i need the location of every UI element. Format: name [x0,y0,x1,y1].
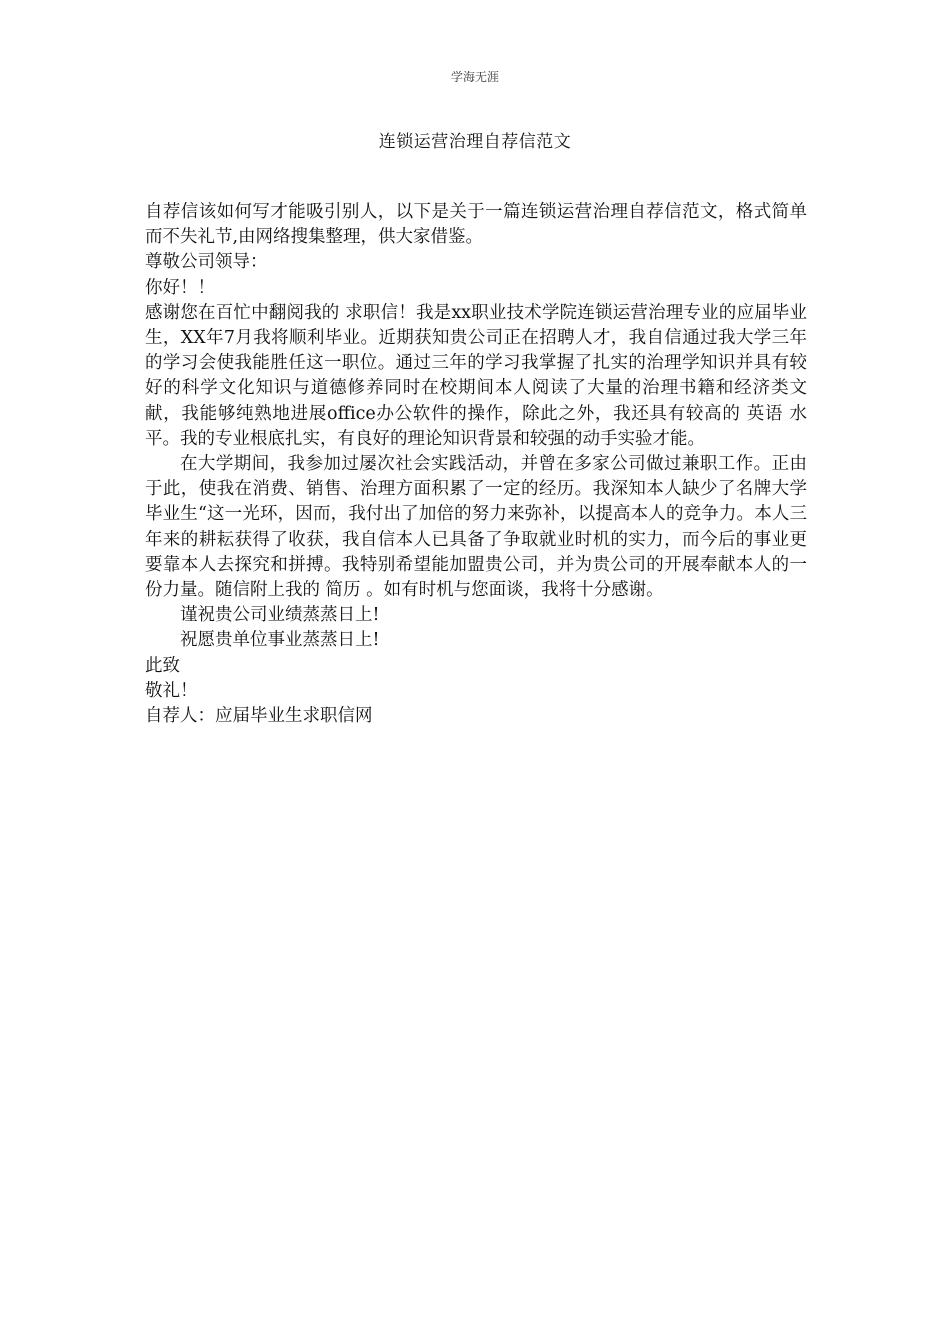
greeting: 你好！！ [145,277,215,298]
body-paragraph-1: 感谢您在百忙中翻阅我的 求职信！我是xx职业技术学院连锁运营治理专业的应届毕业生，XX年7月我将顺利毕业。近期获知贵公司正在招聘人才，我自信通过我大学三年的学习会使我能胜任这一职位。通过三年的学习我掌握了扎实的治理学知识并具有较好的科学文化知识与道德修养同时在校期间本人阅读了大量的治理书籍和经济类文献，我能够纯熟地进展office办公软件的操作，除此之外，我还具有较高的 英语 水平。我的专业根底扎实，有良好的理论知识背景和较强的动手实验才能。 [145,302,807,449]
closing-line-1: 此致 [145,655,180,676]
closing-line-2: 敬礼！ [145,680,198,701]
letter-body [145,200,807,729]
intro-paragraph: 自荐信该如何写才能吸引别人，以下是关于一篇连锁运营治理自荐信范文，格式简单而不失礼节,由网络搜集整理，供大家借鉴。 [145,202,807,248]
wish-line-1: 谨祝贵公司业绩蒸蒸日上! [180,605,380,626]
page-header: 学海无涯 [450,70,499,84]
signature: 自荐人：应届毕业生求职信网 [145,706,373,727]
wish-line-2: 祝愿贵单位事业蒸蒸日上! [180,630,380,651]
salutation: 尊敬公司领导： [145,252,268,273]
body-paragraph-2: 在大学期间，我参加过屡次社会实践活动，并曾在多家公司做过兼职工作。正由于此，使我在消费、销售、治理方面积累了一定的经历。我深知本人缺少了名牌大学毕业生“这一光环，因而，我付出了加倍的努力来弥补，以提高本人的竞争力。本人三年来的耕耘获得了收获，我自信本人已具备了争取就业时机的实力，而今后的事业更要靠本人去探究和拼搏。我特别希望能加盟贵公司，并为贵公司的开展奉献本人的一份力量。随信附上我的 简历 。如有时机与您面谈，我将十分感谢。 [145,454,807,601]
page-title: 连锁运营治理自荐信范文 [378,132,572,152]
